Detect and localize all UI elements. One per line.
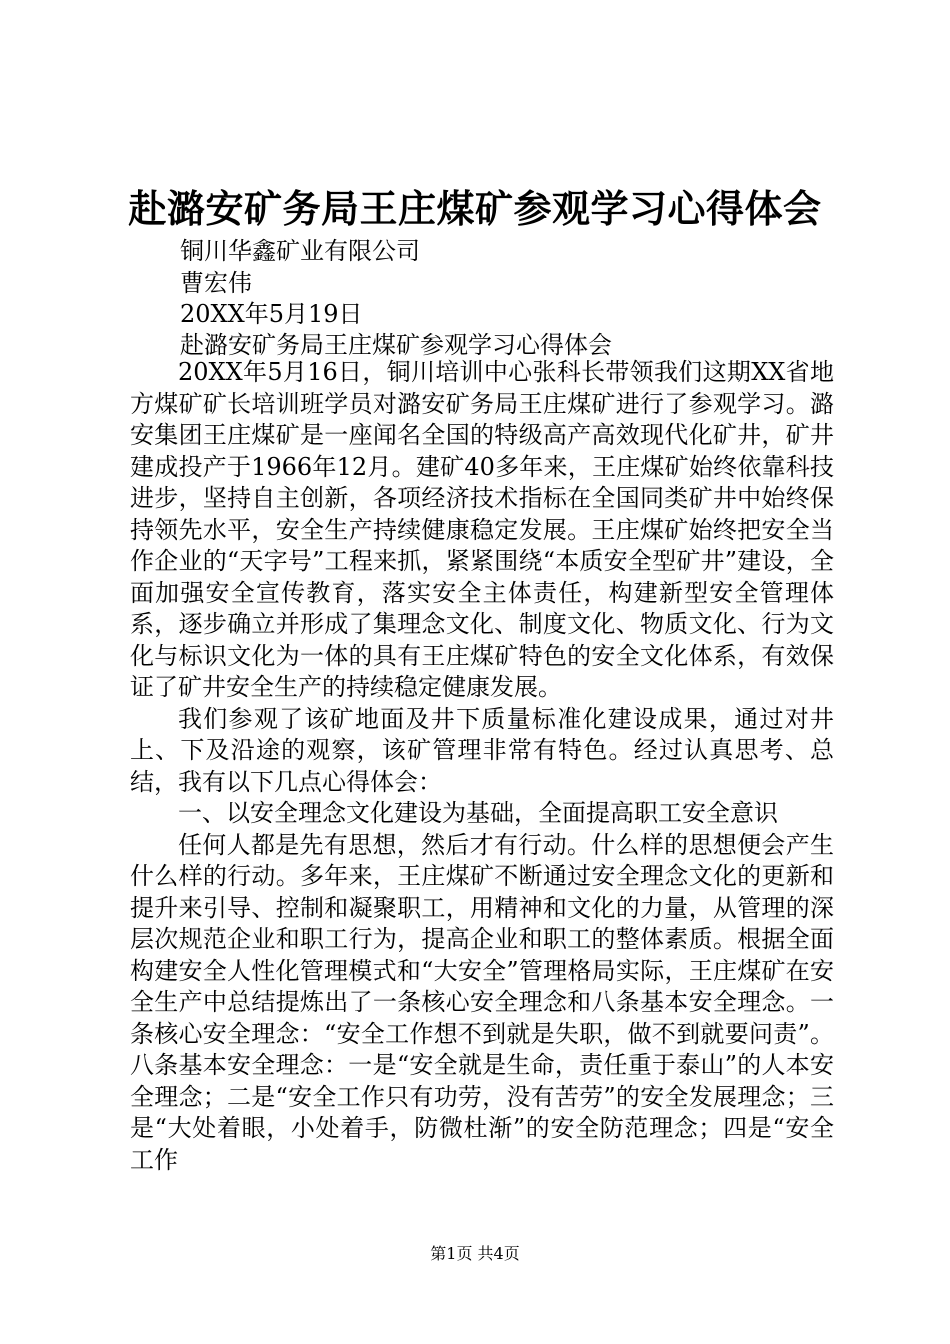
paragraph-observation: 我们参观了该矿地面及井下质量标准化建设成果，通过对井上、下及沿途的观察，该矿管理非常有特色。经过认真思考、总结，我有以下几点心得体会： (130, 704, 834, 796)
company-name: 铜川华鑫矿业有限公司 (180, 237, 420, 265)
document-date: 20XX年5月19日 (180, 300, 363, 328)
section-heading-1: 一、以安全理念文化建设为基础，全面提高职工安全意识 (178, 799, 778, 827)
paragraph-intro: 20XX年5月16日，铜川培训中心张科长带领我们这期XX省地方煤矿矿长培训班学员对潞安矿务局王庄煤矿进行了参观学习。潞安集团王庄煤矿是一座闻名全国的特级高产高效现代化矿井，矿井建成投产于1966年12月。建矿40多年来，王庄煤矿始终依靠科技进步，坚持自主创新，各项经济技术指标在全国同类矿井中始终保持领先水平，安全生产持续健康稳定发展。王庄煤矿始终把安全当作企业的“天字号”工程来抓，紧紧围绕“本质安全型矿井”建设，全面加强安全宣传教育，落实安全主体责任，构建新型安全管理体系，逐步确立并形成了集理念文化、制度文化、物质文化、行为文化与标识文化为一体的具有王庄煤矿特色的安全文化体系，有效保证了矿井安全生产的持续稳定健康发展。 (130, 358, 834, 701)
document-title: 赴潞安矿务局王庄煤矿参观学习心得体会 (128, 186, 822, 231)
document-body (130, 357, 834, 1176)
paragraph-section-1: 任何人都是先有思想，然后才有行动。什么样的思想便会产生什么样的行动。多年来，王庄煤矿不断通过安全理念文化的更新和提升来引导、控制和凝聚职工，用精神和文化的力量，从管理的深层次规范企业和职工行为，提高企业和职工的整体素质。根据全面构建安全人性化管理模式和“大安全”管理格局实际，王庄煤矿在安全生产中总结提炼出了一条核心安全理念和八条基本安全理念。一条核心安全理念：“安全工作想不到就是失职，做不到就要问责”。八条基本安全理念：一是“安全就是生命，责任重于泰山”的人本安全理念；二是“安全工作只有功劳，没有苦劳”的安全发展理念；三是“大处着眼，小处着手，防微杜渐”的安全防范理念；四是“安全工作 (130, 830, 834, 1174)
document-subtitle: 赴潞安矿务局王庄煤矿参观学习心得体会 (180, 331, 612, 359)
page-footer: 第1页 共4页 (430, 1244, 520, 1263)
author-name: 曹宏伟 (180, 269, 252, 297)
